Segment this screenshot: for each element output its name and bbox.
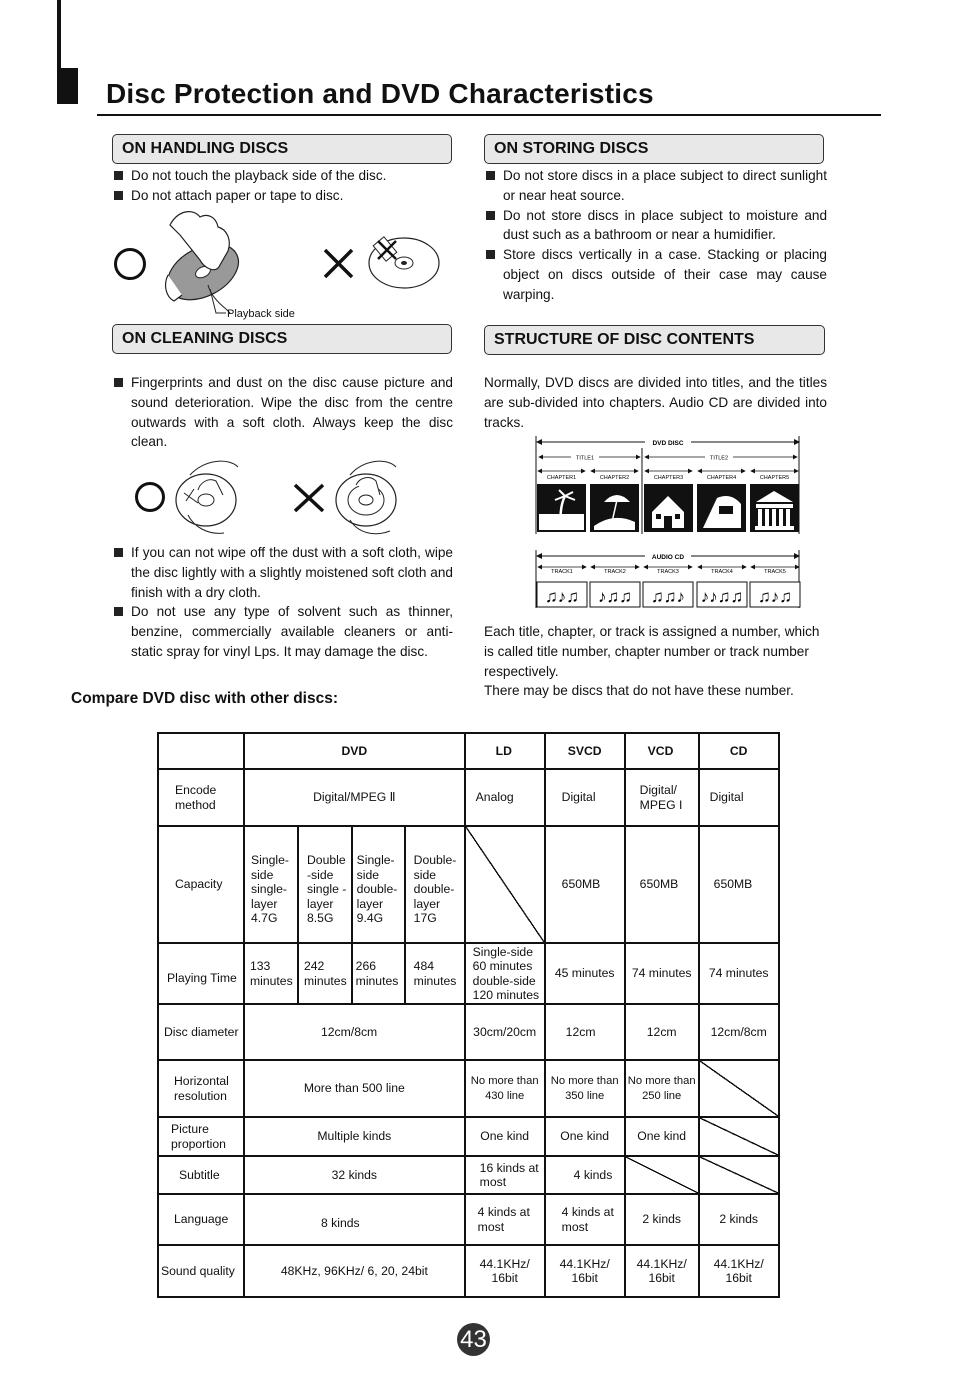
list-item: Do not touch the playback side of the disc.	[113, 166, 458, 186]
structure-heading: STRUCTURE OF DISC CONTENTS	[484, 325, 825, 355]
table-corner	[158, 733, 244, 769]
cell-capacity-vcd: 650MB	[625, 826, 699, 943]
music-notes-icon: ♫♪♫	[758, 587, 792, 606]
cell-playing-dvd-4: 484 minutes	[405, 943, 465, 1004]
cell-diameter-ld: 30cm/20cm	[465, 1004, 545, 1060]
cell-sound-ld: 44.1KHz/ 16bit	[465, 1245, 545, 1297]
row-label-diameter: Disc diameter	[158, 1004, 244, 1060]
row-label-horizontal: Horizontal resolution	[158, 1060, 244, 1117]
cell-capacity-cd: 650MB	[699, 826, 779, 943]
cell-language-ld: 4 kinds at most	[465, 1194, 545, 1245]
table-row	[158, 826, 779, 943]
cell-picture-ld: One kind	[465, 1117, 545, 1156]
cell-encode-dvd: Digital/MPEG Ⅱ	[244, 769, 465, 826]
cell-playing-cd: 74 minutes	[699, 943, 779, 1004]
cell-sound-cd: 44.1KHz/ 16bit	[699, 1245, 779, 1297]
compare-table	[157, 732, 780, 1298]
structure-outro	[484, 622, 829, 701]
cleaning-heading: ON CLEANING DISCS	[112, 324, 452, 354]
cell-picture-dvd: Multiple kinds	[244, 1117, 465, 1156]
list-item: Do not use any type of solvent such as thinner, benzine, commercially available cleaners or anti-static spray for vinyl Lps. It may damage the disc.	[113, 602, 453, 661]
storing-heading: ON STORING DISCS	[484, 134, 824, 164]
cell-picture-svcd: One kind	[545, 1117, 625, 1156]
title1-label: TITLE1	[575, 455, 595, 462]
cell-sound-vcd: 44.1KHz/ 16bit	[625, 1245, 699, 1297]
row-label-sound: Sound quality	[158, 1245, 244, 1297]
cell-diameter-svcd: 12cm	[545, 1004, 625, 1060]
cell-language-dvd: 8 kinds	[244, 1194, 465, 1245]
cell-language-vcd: 2 kinds	[625, 1194, 699, 1245]
track-label: TRACK5	[764, 569, 786, 575]
cell-horizontal-dvd: More than 500 line	[244, 1060, 465, 1117]
handling-heading: ON HANDLING DISCS	[112, 134, 452, 164]
track-label: TRACK1	[551, 569, 573, 575]
cell-sound-dvd: 48KHz, 96KHz/ 6, 20, 24bit	[244, 1245, 465, 1297]
chapter-label: CHAPTER3	[653, 475, 684, 481]
list-item: If you can not wipe off the dust with a soft cloth, wipe the disc lightly with a slightly moistened soft cloth and finish with a dry cloth.	[113, 543, 453, 602]
cell-diameter-vcd: 12cm	[625, 1004, 699, 1060]
row-label-subtitle: Subtitle	[158, 1156, 244, 1194]
cell-language-cd: 2 kinds	[699, 1194, 779, 1245]
list-item: Store discs vertically in a case. Stacking or placing object on discs outside of their case may cause warping.	[485, 245, 827, 304]
cell-subtitle-dvd: 32 kinds	[244, 1156, 465, 1194]
cell-capacity-svcd: 650MB	[545, 826, 625, 943]
dvd-disc-label: DVD DISC	[652, 440, 684, 447]
cell-subtitle-ld: 16 kinds at most	[465, 1156, 545, 1194]
chapter-label: CHAPTER4	[706, 475, 737, 481]
cleaning-illustration	[128, 455, 398, 543]
track-label: TRACK3	[657, 569, 679, 575]
cell-capacity-dvd-2: Double -side single -layer 8.5G	[298, 826, 352, 943]
wiping-disc-correct-icon	[176, 461, 238, 533]
cell-encode-vcd: Digital/ MPEG I	[625, 769, 699, 826]
music-notes-icon: ♪♪♫♫	[700, 587, 744, 606]
col-header-vcd: VCD	[625, 733, 699, 769]
table-row	[158, 1194, 779, 1245]
page-title: Disc Protection and DVD Characteristics	[106, 78, 654, 109]
cell-capacity-ld-empty	[465, 826, 545, 943]
row-label-encode: Encode method	[158, 769, 244, 826]
title-rule	[97, 114, 881, 116]
cell-picture-cd-empty	[699, 1117, 779, 1156]
cell-language-svcd: 4 kinds at most	[545, 1194, 625, 1245]
correct-icon	[137, 484, 164, 511]
cell-horizontal-vcd: No more than 250 line	[625, 1060, 699, 1117]
cell-picture-vcd: One kind	[625, 1117, 699, 1156]
table-row	[158, 1245, 779, 1297]
hand-holding-disc-icon	[158, 212, 248, 313]
chapter-label: CHAPTER5	[759, 475, 790, 481]
cell-capacity-dvd-3: Single- side double- layer 9.4G	[352, 826, 405, 943]
cell-subtitle-cd-empty	[699, 1156, 779, 1194]
music-notes-icon: ♫♫♪	[651, 587, 685, 606]
cell-diameter-cd: 12cm/8cm	[699, 1004, 779, 1060]
cell-horizontal-svcd: No more than 350 line	[545, 1060, 625, 1117]
track-label: TRACK2	[604, 569, 626, 575]
music-notes-icon: ♪♫♫	[598, 587, 632, 606]
col-header-dvd: DVD	[244, 733, 465, 769]
list-item: Do not attach paper or tape to disc.	[113, 186, 458, 206]
title2-label: TITLE2	[709, 455, 729, 462]
wiping-disc-wrong-icon	[336, 461, 396, 534]
cell-diameter-dvd: 12cm/8cm	[244, 1004, 465, 1060]
chapter-label: CHAPTER1	[546, 475, 577, 481]
storing-list	[485, 166, 827, 305]
list-item: Do not store discs in a place subject to direct sunlight or near heat source.	[485, 166, 827, 206]
cell-capacity-dvd-4: Double- side double- layer 17G	[405, 826, 465, 943]
col-header-ld: LD	[465, 733, 545, 769]
row-label-capacity: Capacity	[158, 826, 244, 943]
page-number: 43	[457, 1323, 490, 1356]
cell-playing-dvd-3: 266 minutes	[352, 943, 405, 1004]
structure-intro: Normally, DVD discs are divided into titles, and the titles are sub-divided into chapters. Audio CD are divided into tracks.	[484, 375, 827, 430]
cell-encode-cd: Digital	[699, 769, 779, 826]
cell-horizontal-ld: No more than 430 line	[465, 1060, 545, 1117]
cell-encode-svcd: Digital	[545, 769, 625, 826]
list-item: Do not store discs in place subject to moisture and dust such as a bathroom or near a humidifier.	[485, 206, 827, 246]
cell-playing-vcd: 74 minutes	[625, 943, 699, 1004]
row-label-playing: Playing Time	[158, 943, 244, 1004]
structure-outro-1: Each title, chapter, or track is assigned a number, which is called title number, chapter number or track number respectively.	[484, 624, 820, 679]
music-notes-icon: ♫♪♫	[545, 587, 579, 606]
handling-illustration	[108, 205, 448, 325]
table-row	[158, 1117, 779, 1156]
table-row	[158, 943, 779, 1004]
cell-playing-svcd: 45 minutes	[545, 943, 625, 1004]
cleaning-list-b	[113, 543, 453, 662]
table-row	[158, 1156, 779, 1194]
table-row	[158, 1060, 779, 1117]
row-label-picture: Picture proportion	[158, 1117, 244, 1156]
track-label: TRACK4	[711, 569, 733, 575]
list-item: Fingerprints and dust on the disc cause picture and sound deterioration. Wipe the disc from the centre outwards with a soft cloth. Always keep the disc clean.	[113, 373, 453, 452]
correct-icon	[116, 250, 145, 279]
cell-playing-ld: Single-side 60 minutes double-side 120 minutes	[465, 943, 545, 1004]
audio-cd-label: AUDIO CD	[651, 554, 685, 561]
handling-list	[113, 166, 458, 206]
cell-subtitle-svcd: 4 kinds	[545, 1156, 625, 1194]
cell-capacity-dvd-1: Single- side single- layer 4.7G	[244, 826, 298, 943]
table-row	[158, 769, 779, 826]
cell-horizontal-cd-empty	[699, 1060, 779, 1117]
row-label-language: Language	[158, 1194, 244, 1245]
table-row	[158, 1004, 779, 1060]
structure-outro-2: There may be discs that do not have these number.	[484, 683, 794, 699]
cell-playing-dvd-1: 133 minutes	[244, 943, 298, 1004]
cell-subtitle-vcd-empty	[625, 1156, 699, 1194]
compare-heading: Compare DVD disc with other discs:	[71, 690, 338, 707]
disc-structure-diagram	[533, 436, 803, 612]
cleaning-list-a	[113, 373, 453, 452]
table-row	[158, 733, 779, 769]
cell-sound-svcd: 44.1KHz/ 16bit	[545, 1245, 625, 1297]
header-block	[57, 68, 78, 104]
chapter-label: CHAPTER2	[599, 475, 630, 481]
playback-side-caption: Playback side	[227, 308, 295, 320]
disc-with-tape-icon	[369, 237, 439, 288]
col-header-svcd: SVCD	[545, 733, 625, 769]
col-header-cd: CD	[699, 733, 779, 769]
cell-encode-ld: Analog	[465, 769, 545, 826]
cell-playing-dvd-2: 242 minutes	[298, 943, 352, 1004]
